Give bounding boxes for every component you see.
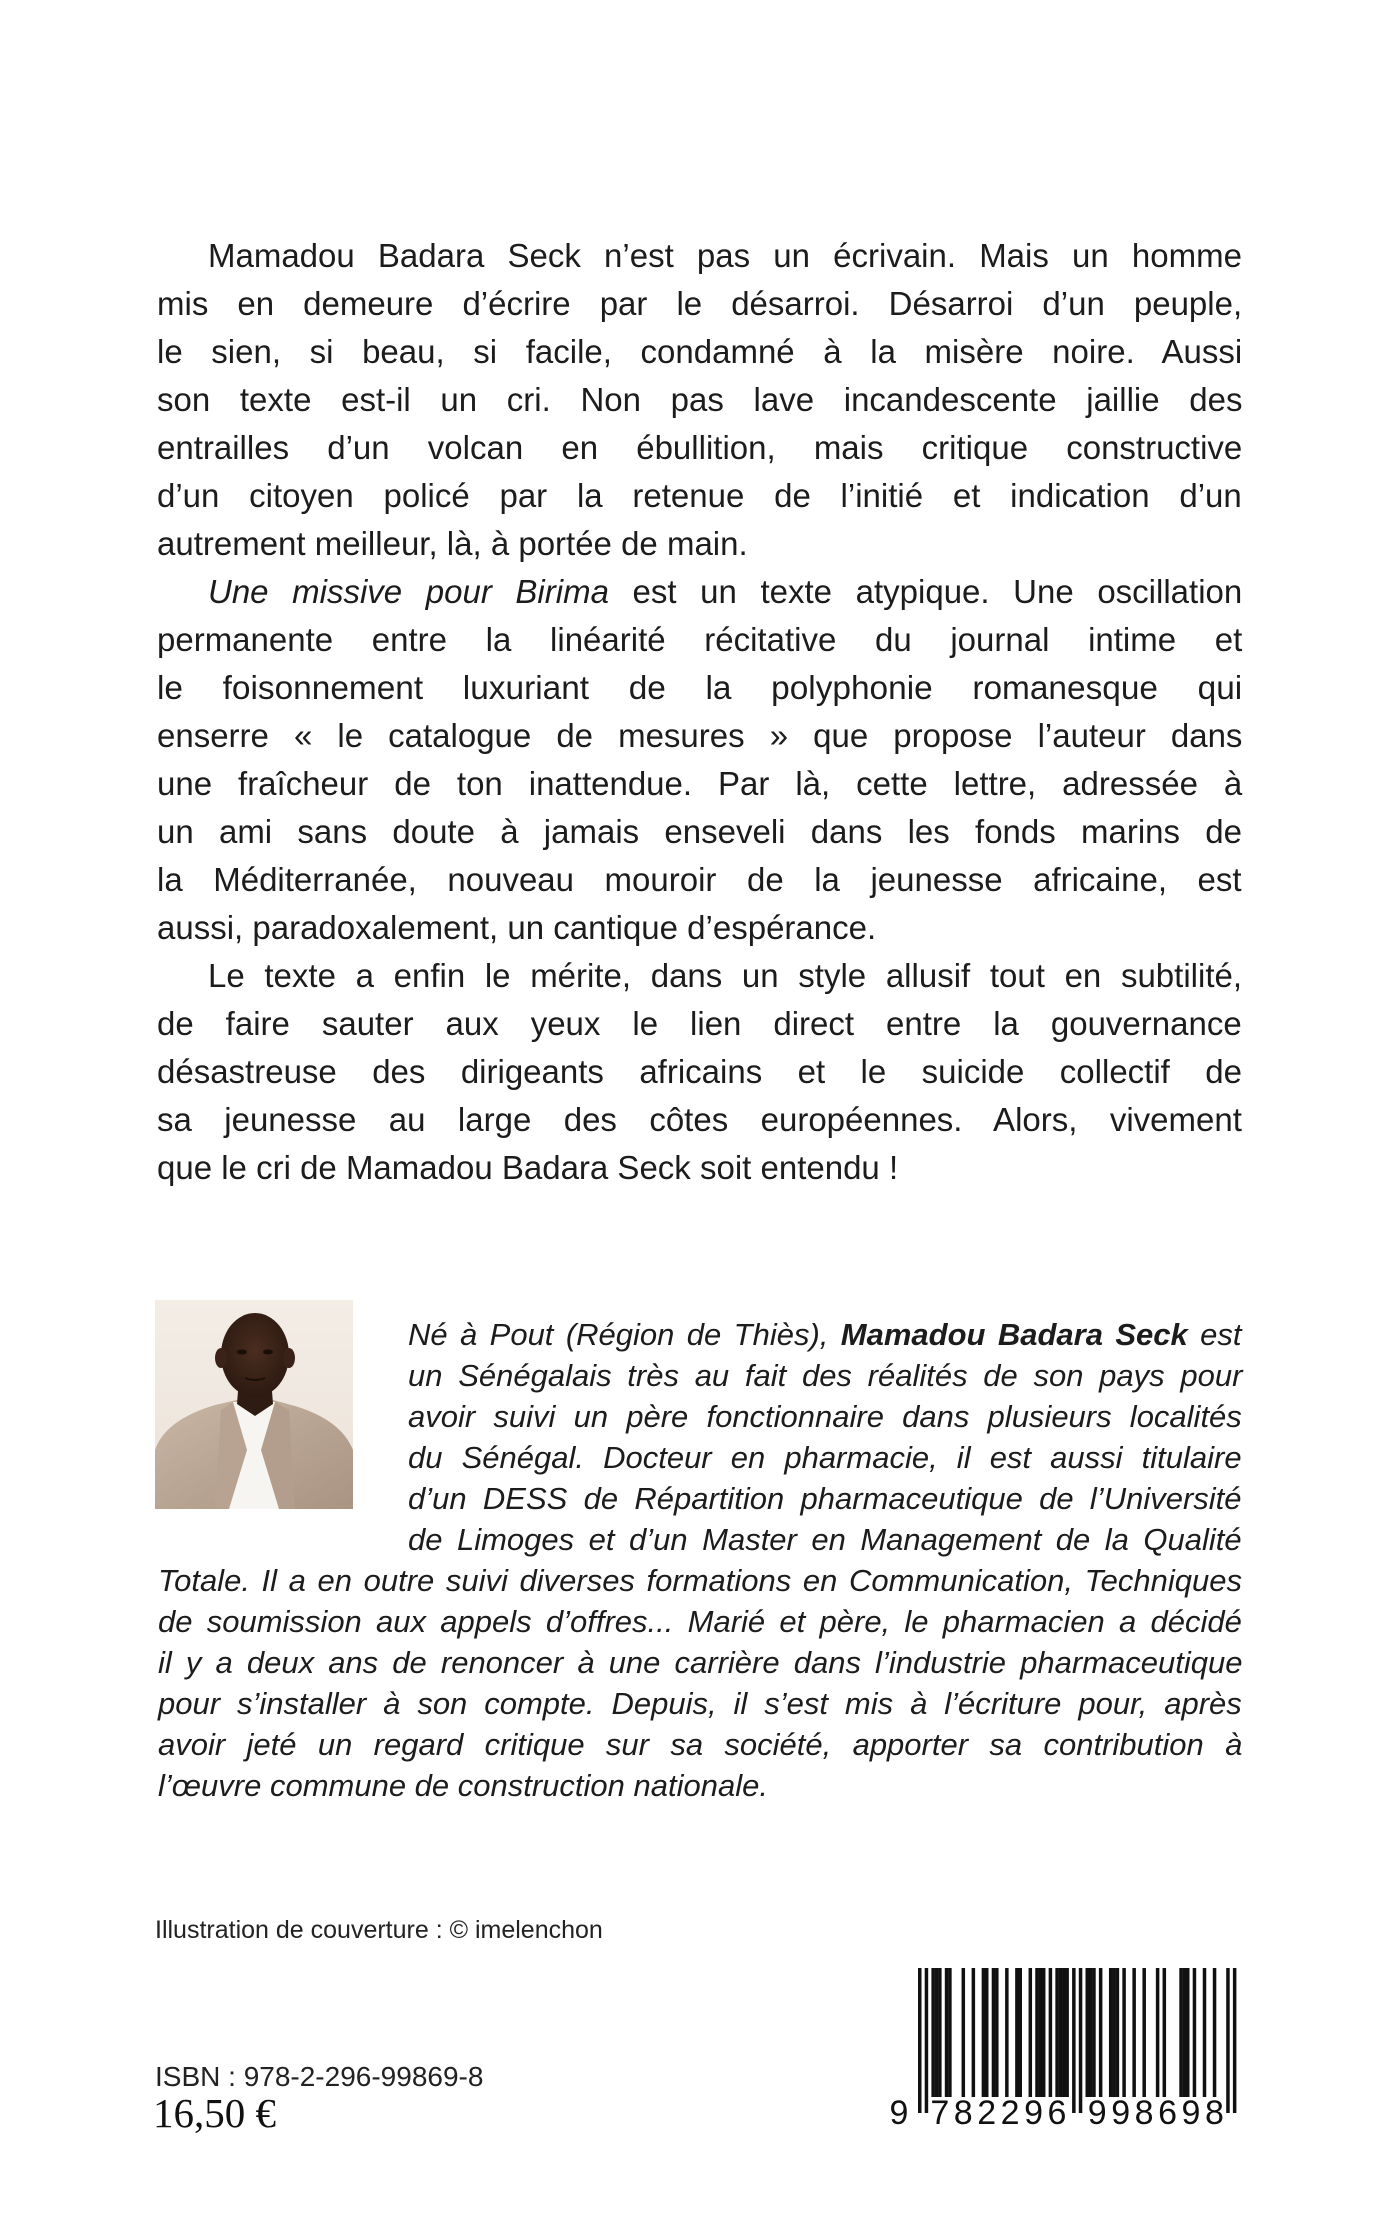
blurb-p2-line-4: enserre « le catalogue de mesures » que propose l’auteur dans <box>157 717 1243 754</box>
bio-line-9: il y a deux ans de renoncer à une carrière dans l’industrie pharmaceutique <box>158 1645 1243 1680</box>
book-title: Une missive pour Birima <box>208 573 609 610</box>
bio-line-10: pour s’installer à son compte. Depuis, il s’est mis à l’écriture pour, après <box>158 1686 1242 1721</box>
isbn-barcode <box>885 1966 1250 2131</box>
svg-text:9: 9 <box>1181 2094 1201 2131</box>
bio-line-5: d’un DESS de Répartition pharmaceutique de l’Université <box>408 1481 1242 1516</box>
blurb-p3-line-1: Le texte a enfin le mérite, dans un style allusif tout en subtilité, <box>208 957 1243 994</box>
bio-line-4: du Sénégal. Docteur en pharmacie, il est aussi titulaire <box>408 1440 1242 1475</box>
blurb-p2-line-3: le foisonnement luxuriant de la polyphonie romanesque qui <box>157 669 1243 706</box>
svg-text:9: 9 <box>1111 2094 1131 2131</box>
blurb-p2-line-7: la Méditerranée, nouveau mouroir de la jeunesse africaine, est <box>157 861 1242 898</box>
svg-text:9: 9 <box>1024 2094 1044 2131</box>
blurb-p2-line-1-text: est un texte atypique. Une oscillation <box>608 573 1243 610</box>
price: 16,50 € <box>153 2090 276 2136</box>
bio-suffix: est <box>1187 1317 1242 1352</box>
bio-line-8: de soumission aux appels d’offres... Marié et père, le pharmacien a décidé <box>158 1604 1242 1639</box>
isbn-number: ISBN : 978-2-296-99869-8 <box>155 2061 484 2092</box>
blurb-p2-line-2: permanente entre la linéarité récitative du journal intime et <box>157 621 1243 658</box>
svg-text:7: 7 <box>930 2094 950 2131</box>
blurb-p3-line-2: de faire sauter aux yeux le lien direct entre la gouvernance <box>157 1005 1242 1042</box>
svg-text:9: 9 <box>889 2094 909 2131</box>
svg-text:6: 6 <box>1158 2094 1178 2131</box>
blurb-p1-line-6: d’un citoyen policé par la retenue de l’initié et indication d’un <box>157 477 1242 514</box>
blurb-p1-line-4: son texte est-il un cri. Non pas lave incandescente jaillie des <box>157 381 1243 418</box>
bio-prefix: Né à Pout (Région de Thiès), <box>408 1317 841 1352</box>
blurb-p1-line-2: mis en demeure d’écrire par le désarroi. Désarroi d’un peuple, <box>157 285 1243 322</box>
svg-text:6: 6 <box>1047 2094 1067 2131</box>
author-photo <box>155 1300 353 1509</box>
blurb-p1-line-5: entrailles d’un volcan en ébullition, mais critique constructive <box>157 429 1243 466</box>
blurb-p2-line-1 <box>208 572 1242 612</box>
svg-text:2: 2 <box>977 2094 997 2131</box>
blurb-p2-line-8: aussi, paradoxalement, un cantique d’espérance. <box>157 909 877 946</box>
author-name: Mamadou Badara Seck <box>840 1317 1188 1352</box>
blurb-p3-line-3: désastreuse des dirigeants africains et le suicide collectif de <box>157 1053 1242 1090</box>
blurb-p1-line-1: Mamadou Badara Seck n’est pas un écrivain. Mais un homme <box>208 237 1242 274</box>
author-portrait-icon <box>155 1300 353 1509</box>
blurb-p3-line-4: sa jeunesse au large des côtes européennes. Alors, vivement <box>157 1101 1242 1138</box>
blurb-p1-line-7: autrement meilleur, là, à portée de main. <box>157 525 748 562</box>
bio-line-6: de Limoges et d’un Master en Management de la Qualité <box>408 1522 1242 1557</box>
svg-text:8: 8 <box>1134 2094 1154 2131</box>
bio-line-11: avoir jeté un regard critique sur sa société, apporter sa contribution à <box>158 1727 1243 1762</box>
bio-line-7: Totale. Il a en outre suivi diverses formations en Communication, Techniques <box>158 1563 1242 1598</box>
bio-line-2: un Sénégalais très au fait des réalités de son pays pour <box>408 1358 1243 1393</box>
svg-text:8: 8 <box>1205 2094 1224 2131</box>
bio-line-12: l’œuvre commune de construction nationale. <box>158 1768 768 1803</box>
svg-text:8: 8 <box>953 2094 973 2131</box>
blurb-p2-line-5: une fraîcheur de ton inattendue. Par là, cette lettre, adressée à <box>157 765 1243 802</box>
svg-text:2: 2 <box>1000 2094 1020 2131</box>
blurb-p2-line-6: un ami sans doute à jamais enseveli dans les fonds marins de <box>157 813 1242 850</box>
bio-line-3: avoir suivi un père fonctionnaire dans plusieurs localités <box>408 1399 1242 1434</box>
svg-text:9: 9 <box>1087 2094 1107 2131</box>
blurb-p3-line-5: que le cri de Mamadou Badara Seck soit entendu ! <box>157 1149 899 1186</box>
barcode-icon <box>885 1966 1250 2131</box>
illustration-credit: Illustration de couverture : © imelenchon <box>155 1916 603 1944</box>
blurb-p1-line-3: le sien, si beau, si facile, condamné à la misère noire. Aussi <box>157 333 1243 370</box>
bio-line-1 <box>408 1316 1242 1354</box>
